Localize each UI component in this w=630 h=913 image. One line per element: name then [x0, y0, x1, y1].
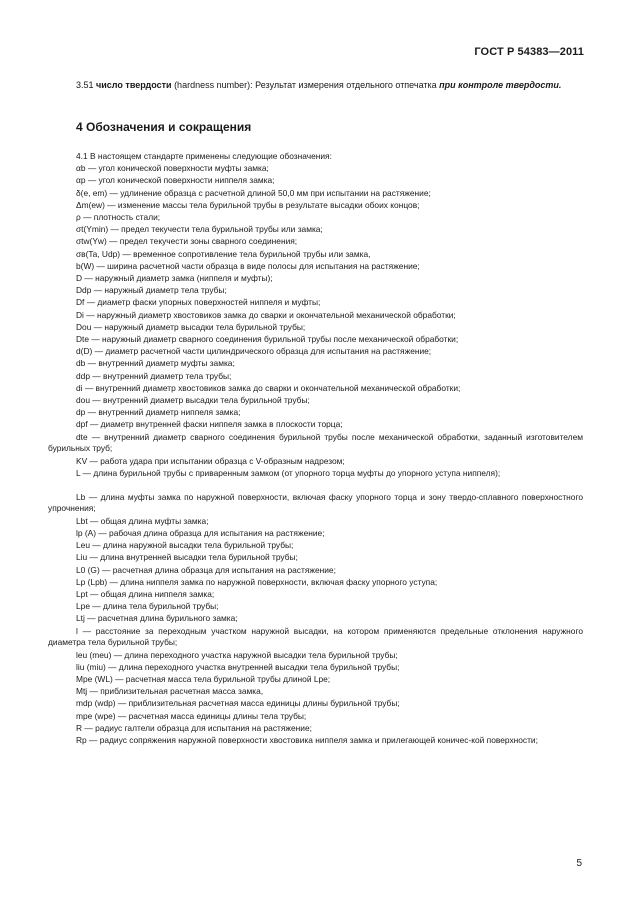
- symbol-line: Di — наружный диаметр хвостовиков замка до сварки и окончательной механической обработки;: [76, 309, 456, 320]
- symbol-line: Δm(ew) — изменение массы тела бурильной трубы в результате высадки обоих концов;: [76, 199, 420, 210]
- standard-header: ГОСТ Р 54383—2011: [474, 46, 584, 58]
- symbol-line: Rp — радиус сопряжения наружной поверхности хвостовика ниппеля замка и прилегающей коничес-кой поверхности;: [76, 735, 538, 745]
- symbol-line: R — радиус галтели образца для испытания на растяжение;: [76, 722, 312, 733]
- symbol-line: leu (meu) — длина переходного участка наружной высадки тела бурильной трубы;: [76, 649, 398, 660]
- symbol-line: Dou — наружный диаметр высадки тела бурильной трубы;: [76, 321, 306, 332]
- def-english: (hardness number):: [174, 80, 253, 90]
- symbol-line: di — внутренний диаметр хвостовиков замка до сварки и окончательной механической обработки;: [76, 382, 461, 393]
- symbol-line: Lbt — общая длина муфты замка;: [76, 515, 209, 526]
- symbol-line: ddp — внутренний диаметр тела трубы;: [76, 370, 232, 381]
- symbol-line: Ltj — расчетная длина бурильного замка;: [76, 613, 238, 624]
- symbol-line: Df — диаметр фаски упорных поверхностей ниппеля и муфты;: [76, 297, 321, 308]
- symbol-line: Ddp — наружный диаметр тела трубы;: [76, 285, 227, 296]
- symbol-line: liu (miu) — длина переходного участка внутренней высадки тела бурильной трубы;: [76, 661, 400, 672]
- symbol-line: L — длина бурильной трубы с приваренным замком (от упорного торца муфты до упорного уступа ниппеля);: [76, 467, 501, 478]
- symbol-line: lp (A) — рабочая длина образца для испытания на растяжение;: [76, 528, 325, 538]
- symbol-line: σtw(Yw) — предел текучести зоны сварного соединения;: [76, 236, 298, 247]
- symbol-line: mpe (wpe) — расчетная масса единицы длины тела трубы;: [76, 710, 307, 721]
- symbol-line: δ(e, em) — удлинение образца с расчетной длиной 50,0 мм при испытании на растяжение;: [76, 187, 431, 198]
- symbol-line: Lp (Lpb) — длина ниппеля замка по наружной поверхности, включая фаску упорного уступа;: [76, 576, 438, 587]
- symbol-line: αp — угол конической поверхности ниппеля замка;: [76, 175, 275, 186]
- symbol-line: Lpt — общая длина ниппеля замка;: [76, 589, 215, 599]
- symbol-line: Leu — длина наружной высадки тела бурильной трубы;: [76, 540, 294, 551]
- page-number: 5: [576, 858, 582, 869]
- symbol-line: σв(Ta, Udp) — временное сопротивление тела бурильной трубы или замка,: [76, 248, 371, 259]
- symbol-line: αb — угол конической поверхности муфты замка;: [76, 163, 269, 174]
- symbol-line: dou — внутренний диаметр высадки тела бурильной трубы;: [76, 395, 310, 405]
- symbol-line: mdp (wdp) — приблизительная расчетная масса единицы длины бурильной трубы;: [76, 698, 400, 709]
- symbol-line: Mtj — приблизительная расчетная масса замка,: [76, 686, 264, 697]
- symbol-line: b(W) — ширина расчетной части образца в виде полосы для испытания на растяжение;: [76, 260, 420, 271]
- def-body: Результат измерения отдельного отпечатка: [255, 80, 437, 90]
- symbol-line: ρ — плотность стали;: [76, 212, 161, 222]
- symbol-line: Liu — длина внутренней высадки тела бурильной трубы;: [76, 552, 298, 563]
- symbol-line: Mpe (WL) — расчетная масса тела бурильной трубы длиной Lpe;: [76, 674, 331, 684]
- symbol-line: Lpe — длина тела бурильной трубы;: [76, 601, 219, 612]
- symbol-line: 4.1 В настоящем стандарте применены следующие обозначения:: [76, 151, 332, 161]
- def-term: число твердости: [96, 80, 172, 90]
- symbol-line: db — внутренний диаметр муфты замка;: [76, 358, 235, 369]
- symbol-line: D — наружный диаметр замка (ниппеля и муфты);: [76, 273, 273, 283]
- def-ref: при контроле твердости.: [439, 80, 562, 90]
- section-title: 4 Обозначения и сокращения: [76, 120, 252, 134]
- symbol-line: l — расстояние за переходным участком наружной высадки, на котором применяются предельные отклонения наружного диаметра тела бурильной трубы;: [48, 625, 583, 647]
- symbol-line: dp — внутренний диаметр ниппеля замка;: [76, 407, 241, 418]
- symbol-line: Dte — наружный диаметр сварного соединения бурильной трубы после механической обработки;: [76, 334, 459, 344]
- symbol-line: Lb — длина муфты замка по наружной поверхности, включая фаску упорного торца и зону твердо-сплавного поверхностного упрочнения;: [48, 491, 583, 513]
- symbol-line: dte — внутренний диаметр сварного соединения бурильной трубы после механической обработки, заданный изготовителем бурильных труб;: [48, 431, 583, 453]
- definition-3-51: [48, 79, 583, 92]
- symbol-line: L0 (G) — расчетная длина образца для испытания на растяжение;: [76, 564, 336, 575]
- def-number: 3.51: [76, 80, 94, 90]
- symbol-line: d(D) — диаметр расчетной части цилиндрического образца для испытания на растяжение;: [76, 346, 432, 357]
- symbol-line: KV — работа удара при испытании образца с V-образным надрезом;: [76, 455, 345, 466]
- symbol-line: σt(Ymin) — предел текучести тела бурильной трубы или замка;: [76, 224, 323, 235]
- symbol-line: dpf — диаметр внутренней фаски ниппеля замка в плоскости торца;: [76, 419, 343, 430]
